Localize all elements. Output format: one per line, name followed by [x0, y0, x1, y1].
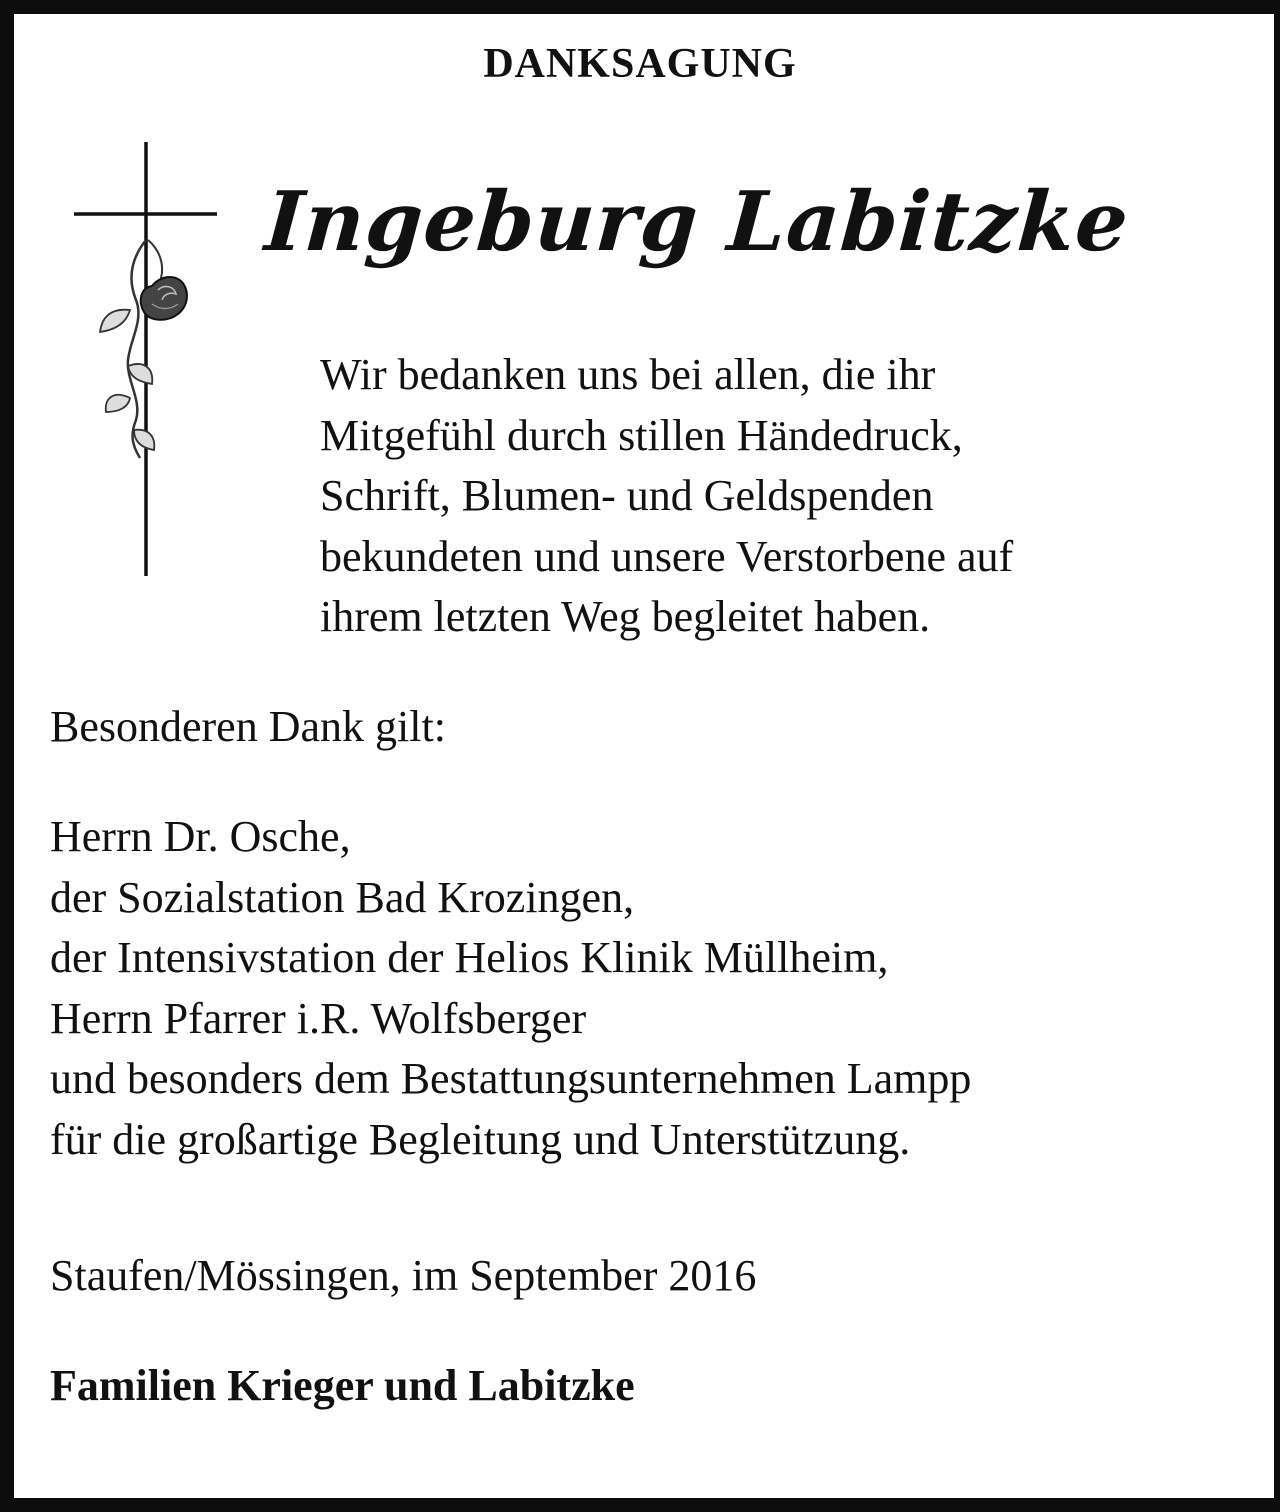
thanks-line: der Intensivstation der Helios Klinik Müllheim,: [50, 933, 889, 982]
signature: Familien Krieger und Labitzke: [50, 1361, 635, 1410]
intro-line: Mitgefühl durch stillen Händedruck,: [320, 410, 963, 460]
intro-line: Schrift, Blumen- und Geldspenden: [320, 471, 934, 520]
intro-paragraph: [320, 345, 1013, 648]
thanks-line: für die großartige Begleitung und Unterstützung.: [50, 1114, 911, 1164]
thanks-line: Herrn Dr. Osche,: [50, 812, 351, 861]
intro-line: ihrem letzten Weg begleitet haben.: [320, 592, 931, 641]
thanks-heading: Besonderen Dank gilt:: [50, 702, 446, 751]
intro-line: Wir bedanken uns bei allen, die ihr: [320, 350, 936, 399]
intro-line: bekundeten und unsere Verstorbene auf: [320, 531, 1014, 581]
thanks-list: [50, 807, 971, 1170]
thanks-line: der Sozialstation Bad Krozingen,: [50, 872, 635, 922]
deceased-name: Ingeburg Labitzke: [262, 174, 1133, 270]
cross-with-rose-icon: [70, 140, 220, 580]
thanks-line: und besonders dem Bestattungsunternehmen Lampp: [50, 1054, 972, 1103]
thanks-line: Herrn Pfarrer i.R. Wolfsberger: [50, 993, 587, 1043]
place-date: Staufen/Mössingen, im September 2016: [50, 1251, 757, 1300]
notice-heading: DANKSAGUNG: [483, 41, 797, 87]
